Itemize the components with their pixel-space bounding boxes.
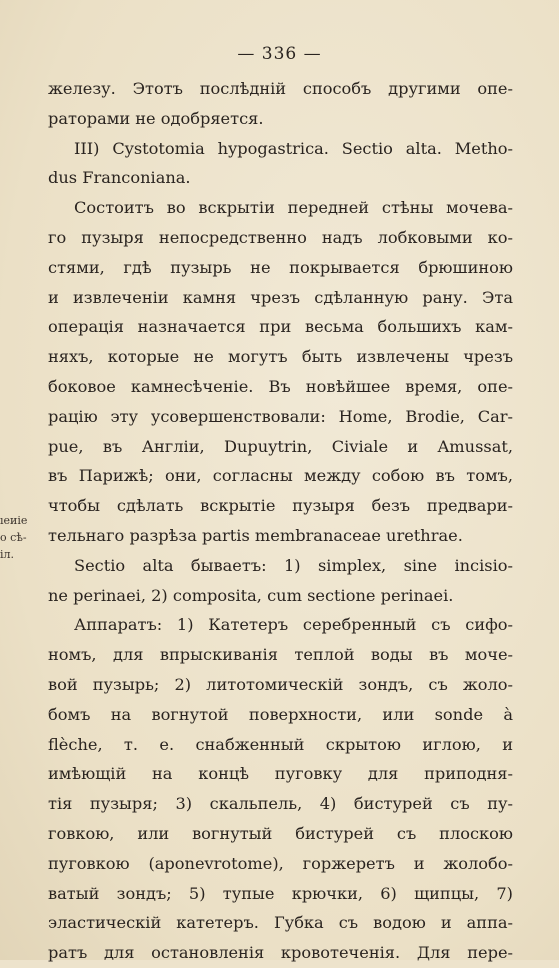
text-line: и извлеченіи камня чрезъ сдѣланную рану. Эта <box>48 287 513 307</box>
text-line: чтобы сдѣлать вскрытіе пузыря безъ предвари- <box>48 496 513 516</box>
text-line: рацію эту усовершенствовали: Home, Brodie, Car- <box>48 406 513 426</box>
text-line: бомъ на вогнутой поверхности, или sonde à <box>48 704 513 724</box>
text-line: въ Парижѣ; они, согласны между собою въ томъ, <box>48 466 513 486</box>
text-line: го пузыря непосредственно надъ лобковыми ко- <box>48 227 513 247</box>
text-line: эластическій катетеръ. Губка съ водою и аппа- <box>48 913 513 933</box>
margin-note-line: ıeиie <box>0 514 28 527</box>
text-line: dus Franconiana. <box>48 168 191 188</box>
text-line: III) Cystotomia hypogastrica. Sectio alta. Metho- <box>74 138 513 158</box>
text-line: имѣющій на концѣ пуговку для приподня- <box>48 764 513 784</box>
text-line: операція назначается при весьма большихъ кам- <box>48 317 513 337</box>
text-line: ne perinaei, 2) composita, cum sectione perinaei. <box>48 585 454 605</box>
text-line: раторами не одобряется. <box>48 108 264 128</box>
margin-note-line: iл. <box>0 548 15 561</box>
text-line: pue, въ Англіи, Dupuytrin, Civiale и Amussat, <box>48 436 513 456</box>
body-text <box>48 74 513 968</box>
text-line: flèche, т. е. снабженный скрытою иглою, и <box>48 734 513 754</box>
text-line: ратъ для остановленія кровотеченія. Для пере- <box>48 943 513 963</box>
text-line: номъ, для впрыскиванія теплой воды въ моче- <box>48 645 513 665</box>
margin-note-line: o cѣ- <box>0 531 27 544</box>
text-line: Состоитъ во вскрытіи передней стѣны мочева- <box>74 198 513 218</box>
margin-note <box>0 512 40 563</box>
text-line: пуговкою (aponevrotome), горжеретъ и жолобо- <box>48 853 513 873</box>
text-line: стями, гдѣ пузырь не покрывается брюшиною <box>48 257 513 277</box>
page-number: — 336 — <box>237 44 322 64</box>
text-line: Аппаратъ: 1) Катетеръ серебренный съ сифо- <box>74 615 513 635</box>
text-line: говкою, или вогнутый бистурей съ плоскою <box>48 823 513 843</box>
text-line: вой пузырь; 2) литотомическій зондъ, съ жоло- <box>48 674 513 694</box>
text-line: боковое камнесѣченіе. Въ новѣйшее время, опе- <box>48 376 513 396</box>
text-line: няхъ, которые не могутъ быть извлечены чрезъ <box>48 347 513 367</box>
text-line: тія пузыря; 3) скальпель, 4) бистурей съ пу- <box>48 794 513 814</box>
text-line: тельнаго разрѣза partis membranaceae urethrae. <box>48 525 463 545</box>
text-line: железу. Этотъ послѣдній способъ другими опе- <box>48 79 513 98</box>
text-line: ватый зондъ; 5) тупые крючки, 6) щипцы, 7) <box>48 883 513 903</box>
text-line: Sectio alta бываетъ: 1) simplex, sine incisio- <box>74 555 513 575</box>
